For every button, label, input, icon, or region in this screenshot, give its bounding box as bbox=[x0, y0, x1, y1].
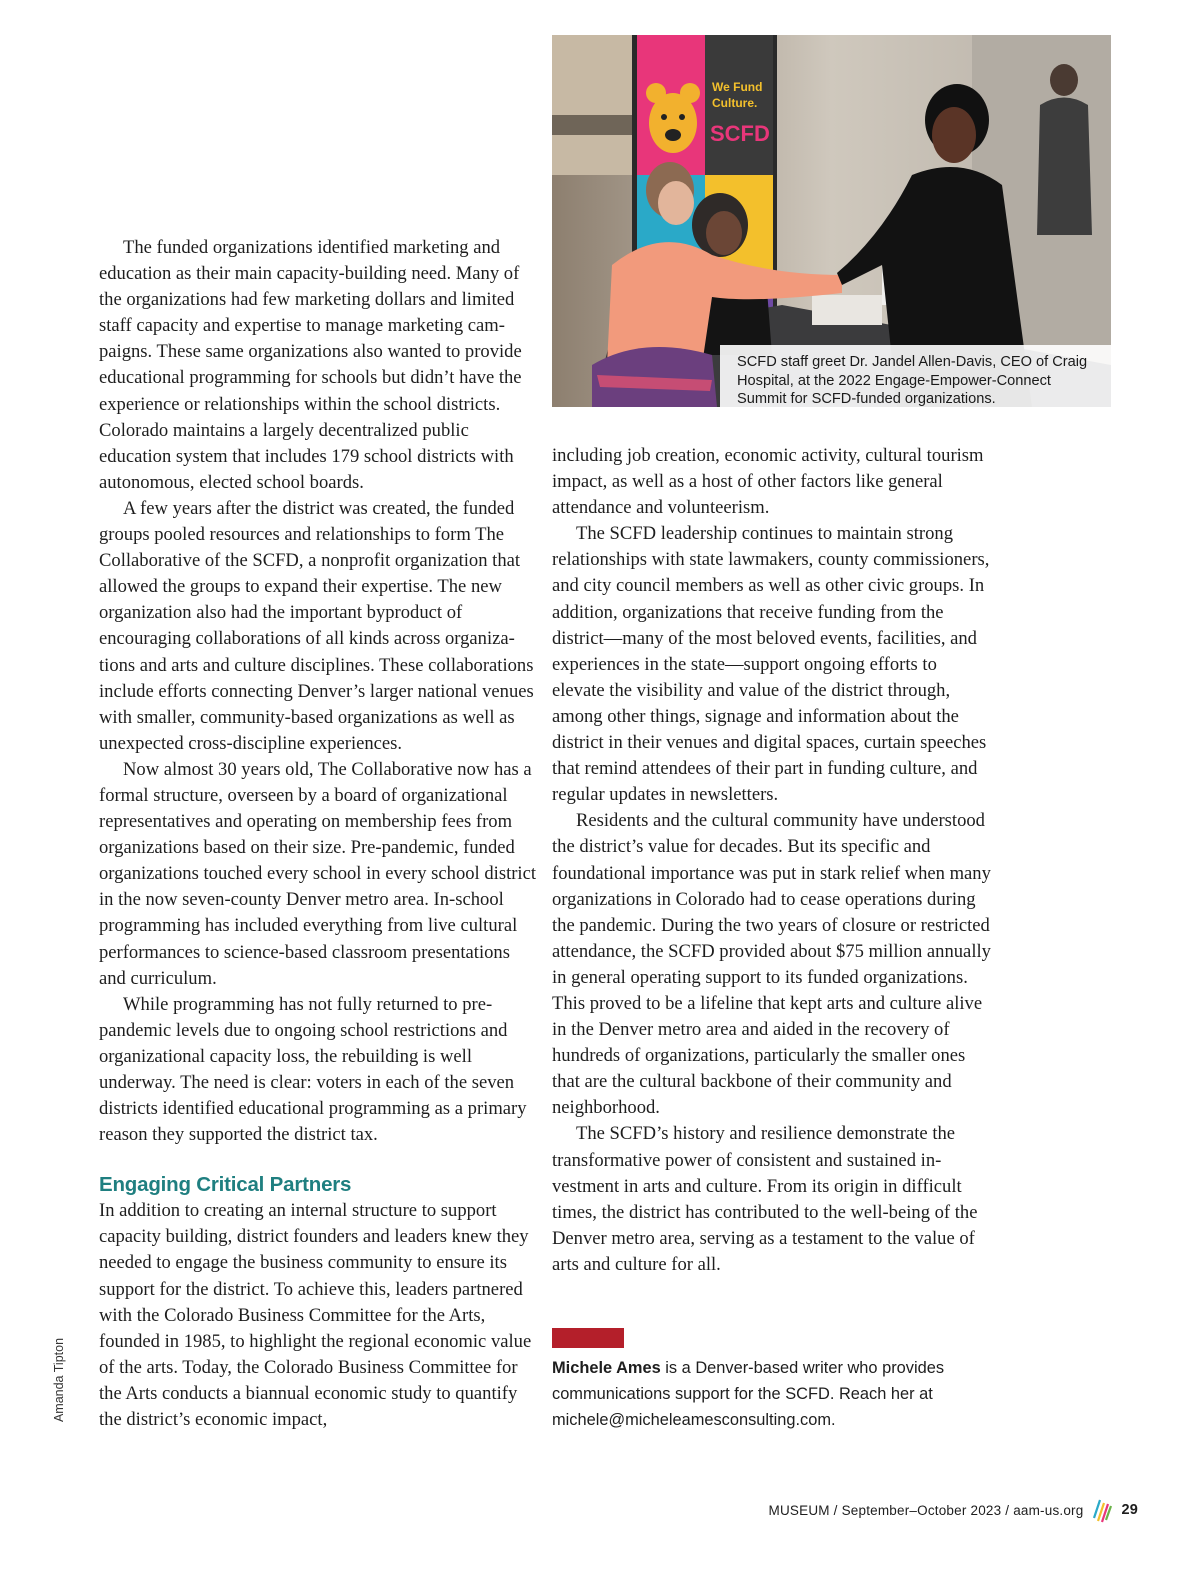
paragraph: The funded organizations identified marketing and education as their main capacity-building need. Many of the organizations had few marketing dollars and limited staff capacity and expertise to manage marketing campaigns. These same organizations also wanted to provide educational programming for schools but didn’t have the experience or relationships within the school districts. Colorado maintains a largely decentralized public education system that includes 179 school districts with autonomous, elected school boards. bbox=[99, 237, 522, 493]
paragraph: Now almost 30 years old, The Collaborative now has a formal structure, overseen by a board of organizational representatives and operating on membership fees from organizations based on their size. Pre-pandemic, funded organizations touched every school in every school district in the now seven-county Denver metro area. In-school programming has included everything from live cultural performances to science-based classroom presentations and curriculum. bbox=[99, 758, 537, 989]
author-name: Michele Ames bbox=[552, 1359, 661, 1377]
paragraph: A few years after the district was created, the funded groups pooled resources and relationships to form The Collaborative of the SCFD, a nonprofit organization that allowed the groups to expand their expertise. The new organization also had the important byproduct of encouraging collaborations of all kinds across organizations and arts and culture disciplines. These collaborations include efforts connecting Denver’s larger national venues with smaller, community-based organizations as well as unexpected cross-discipline experiences. bbox=[99, 497, 534, 754]
right-column bbox=[552, 443, 992, 1278]
publication-name: MUSEUM bbox=[768, 1502, 830, 1518]
bio-accent-bar bbox=[552, 1328, 624, 1348]
bio-text: is a Denver-based writer who provides communications support for the SCFD. Reach her at bbox=[552, 1359, 945, 1403]
banner-line-1: We Fund bbox=[712, 80, 763, 94]
website[interactable]: aam-us.org bbox=[1013, 1502, 1084, 1518]
section-heading: Engaging Critical Partners bbox=[99, 1173, 352, 1197]
paragraph: In addition to creating an internal structure to support capacity building, district founders and leaders knew they needed to engage the business community to ensure its support for the district. To achieve this, leaders partnered with the Colorado Business Committee for the Arts, founded in 1985, to highlight the regional economic value of the arts. Today, the Colorado Business Committee for the Arts conducts a biannual economic study to quantify the district’s economic impact, bbox=[99, 1200, 532, 1431]
paragraph-continuation: including job creation, economic activity, cultural tourism impact, as well as a host of other factors like general attendance and volunteerism. bbox=[552, 445, 984, 519]
page-number: 29 bbox=[1121, 1502, 1138, 1518]
author-bio bbox=[552, 1355, 1002, 1433]
paragraph: Residents and the cultural community have understood the district’s value for decades. But its specific and foundational importance was put in stark relief when many organizations in Colorado had to cease operations during the pandemic. During the two years of closure or restricted attendance, the SCFD provided about $75 million annually in general operating support to its funded organizations. This proved to be a lifeline that kept arts and culture alive in the Denver metro area and aided in the recovery of hundreds of organizations, particularly the smaller ones that are the cultural backbone of their community and neighborhood. bbox=[552, 810, 991, 1119]
bio-text-end: . bbox=[831, 1411, 836, 1429]
paragraph: The SCFD’s history and resilience demonstrate the transformative power of consistent and sustained investment in arts and culture. From its origin in difficult times, the district has contributed to the well-being of the Denver metro area, serving as a testament to the value of arts and culture for all. bbox=[552, 1123, 978, 1275]
photo-caption: SCFD staff greet Dr. Jandel Allen-Davis, CEO of Craig Hospital, at the 2022 Engage-Empower-Connect Summit for SCFD-funded organizations. bbox=[720, 345, 1111, 407]
left-column bbox=[99, 235, 539, 1433]
banner-brand: SCFD bbox=[710, 121, 770, 146]
issue-date: September–October 2023 bbox=[841, 1502, 1002, 1518]
aam-logo-icon bbox=[1091, 1496, 1113, 1524]
banner-line-2: Culture. bbox=[712, 96, 758, 110]
paragraph: While programming has not fully returned to pre-pandemic levels due to ongoing school restrictions and organizational capacity loss, the rebuilding is well underway. The need is clear: voters in each of the seven districts identified educational programming as a primary reason they supported the district tax. bbox=[99, 993, 527, 1146]
page-footer bbox=[769, 1498, 1138, 1522]
footer-separator: / bbox=[833, 1502, 838, 1518]
paragraph: The SCFD leadership continues to maintain strong relationships with state lawmakers, county commissioners, and city council members as well as other civic groups. In addition, organizations that receive funding from the district—many of the most beloved events, facilities, and experiences in the state—support ongoing efforts to elevate the visibility and value of the district through, among other things, signage and information about the district in their venues and digital spaces, curtain speeches that remind attendees of their part in funding culture, and regular updates in newsletters. bbox=[552, 523, 990, 806]
footer-separator: / bbox=[1005, 1502, 1010, 1518]
photo-credit: Amanda Tipton bbox=[52, 1337, 66, 1423]
author-email[interactable]: michele@micheleamesconsulting.com bbox=[552, 1411, 832, 1429]
